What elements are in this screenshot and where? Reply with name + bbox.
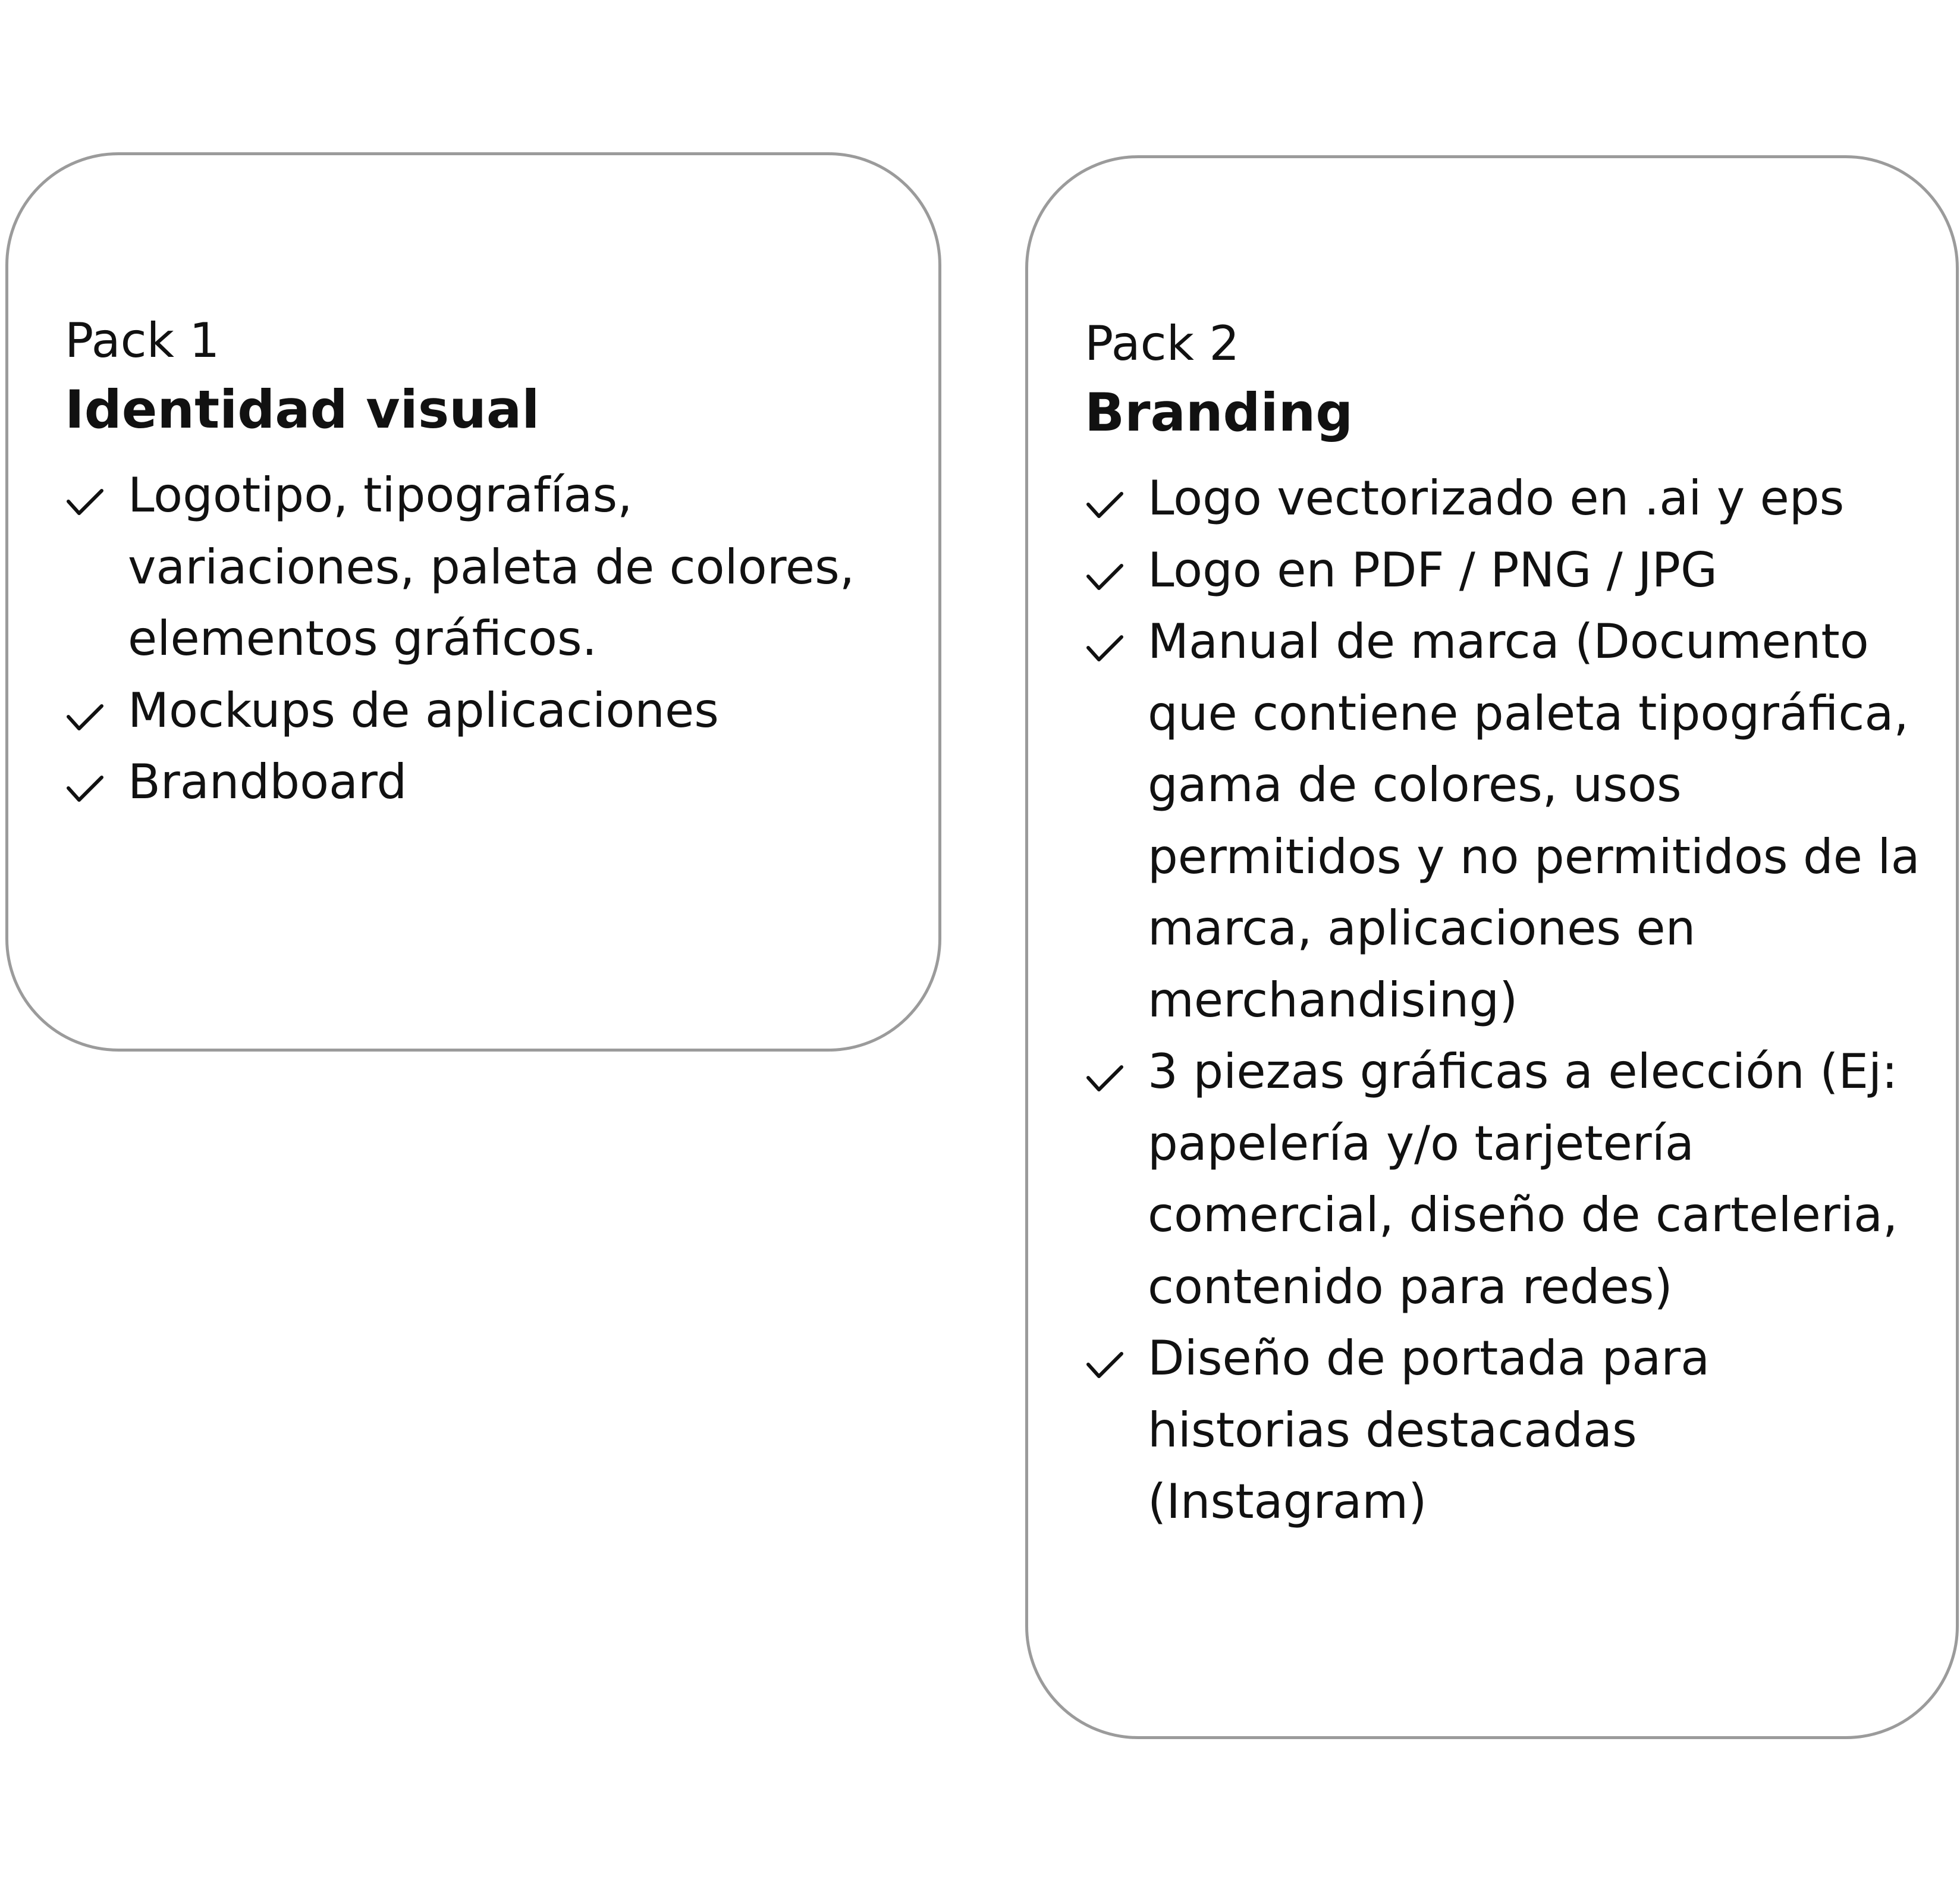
pack-2-feature-text: Manual de marca (Documento que contiene paleta tipográfica, gama de colores, usos permitidos y no permitidos de la marca, aplicaciones en merchandising) <box>1148 614 1920 1028</box>
pack-1-feature-text: Brandboard <box>128 754 407 809</box>
check-icon <box>66 701 104 735</box>
pack-1-feature-item <box>65 746 903 818</box>
pack-2-feature-item <box>1085 535 1920 607</box>
pack-2-content <box>1085 310 1920 1538</box>
pack-2-label: Pack 2 <box>1085 316 1240 371</box>
pack-2-feature-text: Logo en PDF / PNG / JPG <box>1148 542 1718 598</box>
check-icon <box>1086 1349 1124 1382</box>
pack-1-title: Identidad visual <box>65 379 540 440</box>
pack-2-feature-item <box>1085 606 1920 1036</box>
check-icon <box>1086 1062 1124 1096</box>
check-icon <box>1086 489 1124 522</box>
check-icon <box>1086 561 1124 594</box>
pack-2-feature-item <box>1085 1323 1920 1538</box>
pack-2-feature-list <box>1085 463 1920 1538</box>
pack-2-feature-text: Diseño de portada para historias destacadas (Instagram) <box>1148 1331 1710 1529</box>
pack-2-feature-text: 3 piezas gráficas a elección (Ej: papelería y/o tarjetería comercial, diseño de carteleria, contenido para redes) <box>1148 1044 1898 1314</box>
pack-2-feature-item <box>1085 1036 1920 1323</box>
pack-2-feature-item <box>1085 463 1920 535</box>
check-icon <box>66 486 104 519</box>
check-icon <box>66 773 104 806</box>
pack-1-feature-text: Mockups de aplicaciones <box>128 682 719 738</box>
pack-2-feature-text: Logo vectorizado en .ai y eps <box>1148 470 1845 526</box>
pack-1-feature-list <box>65 460 903 818</box>
pack-1-label: Pack 1 <box>65 313 220 368</box>
pack-1-feature-text: Logotipo, tipografías, variaciones, paleta de colores, elementos gráficos. <box>128 467 855 666</box>
pack-2-title: Branding <box>1085 382 1353 443</box>
pack-1-content <box>65 307 903 818</box>
pack-1-feature-item <box>65 460 903 675</box>
pack-1-card <box>5 152 941 1052</box>
pack-1-feature-item <box>65 675 903 747</box>
check-icon <box>1086 632 1124 666</box>
pack-2-card <box>1025 155 1959 1739</box>
